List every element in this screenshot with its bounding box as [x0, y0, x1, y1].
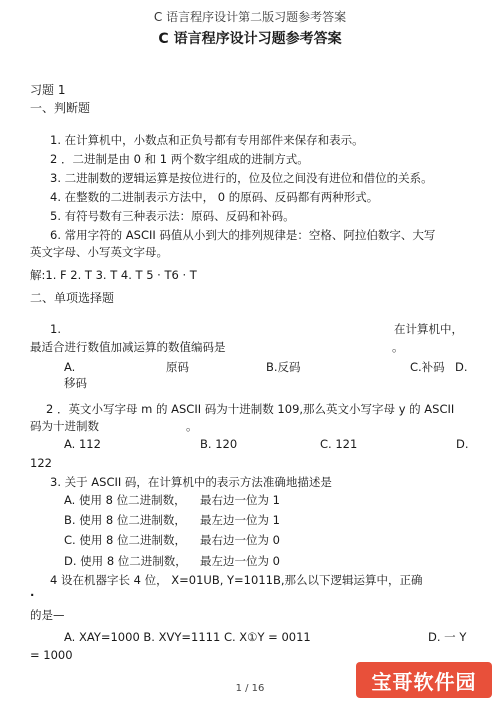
q2-option-d-text: 122 [30, 456, 52, 470]
exercise-label: 习题 1 [30, 83, 66, 97]
q3-option-b-tail: 最左边一位为 1 [200, 513, 280, 527]
q3-option-c-tail: 最右边一位为 0 [200, 533, 280, 547]
q2-line1: 2 ．英文小写字母 m 的 ASCII 码为十进制数 109,那么英文小写字母 y 的 ASCII [46, 402, 455, 416]
q2-line2: 码为十进制数 [30, 419, 99, 433]
watermark-logo [356, 662, 492, 698]
q1-option-b: B.反码 [266, 360, 301, 374]
tf-item-6-cont: 英文字母、小写英文字母。 [30, 245, 168, 259]
tf-item-6: 6. 常用字符的 ASCII 码值从小到大的排列规律是：空格、阿拉伯数字、大写 [50, 228, 436, 242]
q4-line1: 4 设在机器字长 4 位， X=01UB, Y=1011B,那么以下逻辑运算中，正确 [50, 573, 423, 587]
section2-heading: 二、单项选择题 [30, 291, 115, 305]
q1-option-a: A. [64, 360, 76, 374]
q1-option-d-text: 移码 [64, 376, 87, 390]
q1-line2-end: 。 [392, 340, 404, 354]
q4-bullet: · [30, 588, 35, 602]
q3-option-b: B. 使用 8 位二进制数， [64, 513, 186, 527]
section1-heading: 一、判断题 [30, 101, 91, 115]
q2-option-c: C. 121 [320, 437, 358, 451]
q3-line1: 3. 关于 ASCII 码，在计算机中的表示方法准确地描述是 [50, 475, 332, 489]
q4-line2: 的是— [30, 608, 65, 622]
q3-option-a-tail: 最右边一位为 1 [200, 493, 280, 507]
document-main-title: C 语言程序设计习题参考答案 [158, 31, 342, 47]
q2-option-b: B. 120 [200, 437, 238, 451]
tf-item-2: 2 ．二进制是由 0 和 1 两个数字组成的进制方式。 [50, 152, 309, 166]
watermark-text: 宝哥软件园 [371, 669, 477, 694]
q2-option-d: D. [456, 437, 469, 451]
tf-item-3: 3. 二进制数的逻辑运算是按位进行的，位及位之间没有进位和借位的关系。 [50, 171, 433, 185]
tf-item-5: 5. 有符号数有三种表示法：原码、反码和补码。 [50, 209, 295, 223]
tf-item-4: 4. 在整数的二进制表示方法中， 0 的原码、反码都有两种形式。 [50, 190, 379, 204]
q2-option-a: A. 112 [64, 437, 101, 451]
tf-answer: 解:1. F 2. T 3. T 4. T 5 · T6 · T [30, 268, 197, 282]
q4-option-d-text: = 1000 [30, 648, 73, 662]
q1-line2: 最适合进行数值加减运算的数值编码是 [30, 340, 226, 354]
q4-option-d: D. 一 Y [428, 630, 467, 644]
tf-item-1: 1. 在计算机中，小数点和正负号都有专用部件来保存和表示。 [50, 133, 364, 147]
q1-option-d: D. [455, 360, 468, 374]
q1-tail: 在计算机中， [394, 322, 463, 336]
q1-number: 1. [50, 322, 61, 336]
q4-options: A. XAY=1000 B. XVY=1111 C. X①Y = 0011 [64, 630, 311, 644]
q3-option-d: D. 使用 8 位二进制数， [64, 554, 187, 568]
q3-option-a: A. 使用 8 位二进制数， [64, 493, 186, 507]
page-number: 1 / 16 [235, 683, 265, 694]
document-top-title: C 语言程序设计第二版习题参考答案 [153, 10, 347, 24]
q2-line2-end: 。 [186, 419, 198, 433]
q1-option-c: C.补码 [410, 360, 445, 374]
q1-option-a-text: 原码 [166, 360, 189, 374]
q3-option-d-tail: 最左边一位为 0 [200, 554, 280, 568]
q3-option-c: C. 使用 8 位二进制数， [64, 533, 186, 547]
